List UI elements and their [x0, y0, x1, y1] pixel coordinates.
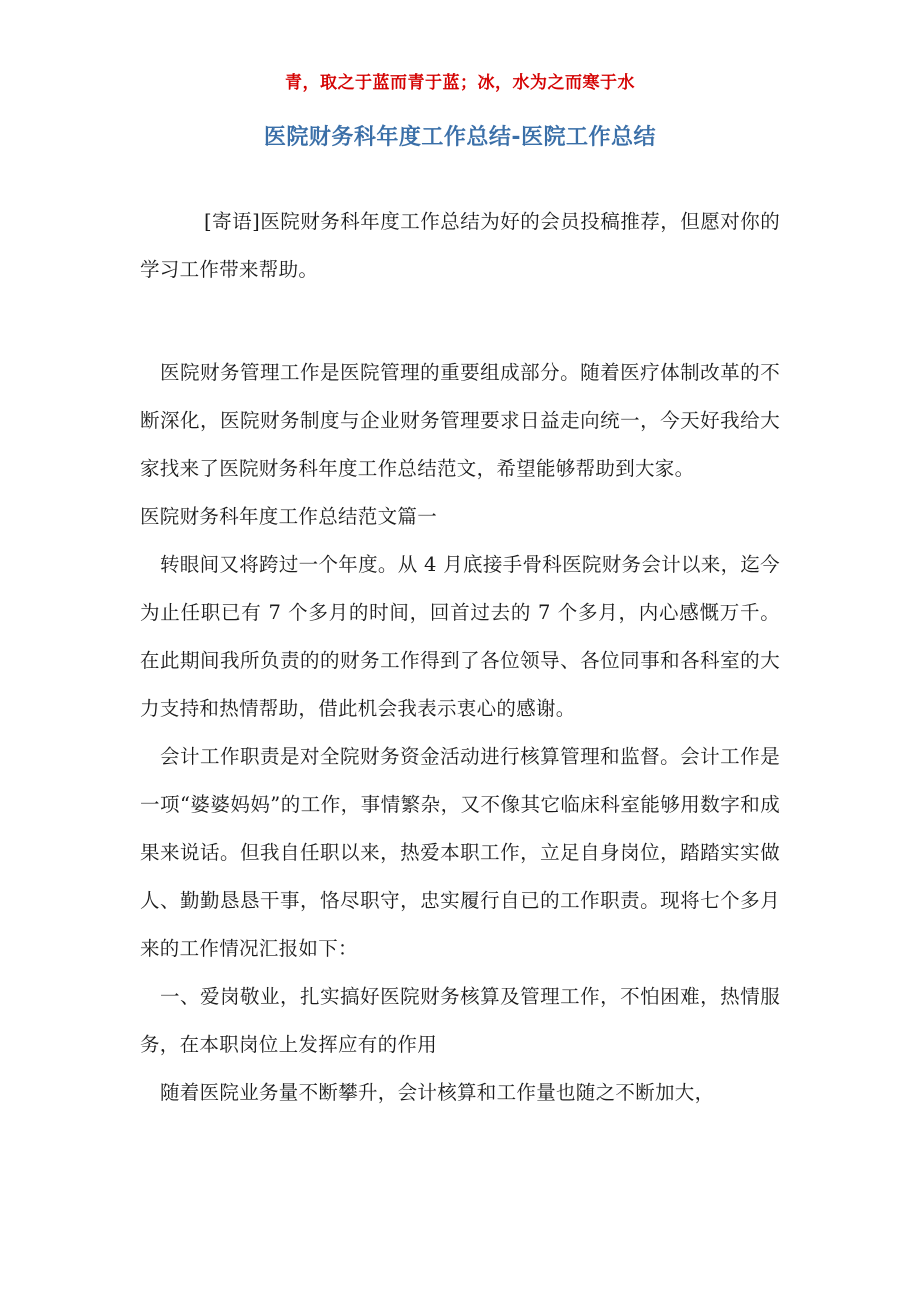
body-paragraph: 一、爱岗敬业，扎实搞好医院财务核算及管理工作，不怕困难，热情服务，在本职岗位上发挥应有的作用 [140, 985, 780, 1056]
intro-paragraph: [寄语]医院财务科年度工作总结为好的会员投稿推荐，但愿对你的学习工作带来帮助。 [140, 210, 780, 281]
body-paragraph: 随着医院业务量不断攀升，会计核算和工作量也随之不断加大， [160, 1081, 715, 1104]
document-title: 医院财务科年度工作总结-医院工作总结 [263, 125, 657, 150]
header-motto: 青，取之于蓝而青于蓝；冰，水为之而寒于水 [285, 73, 635, 93]
spacer [140, 294, 780, 349]
section-heading: 医院财务科年度工作总结范文篇一 [140, 505, 438, 528]
document-body [140, 198, 780, 1117]
body-paragraph: 医院财务管理工作是医院管理的重要组成部分。随着医疗体制改革的不断深化，医院财务制度与企业财务管理要求日益走向统一，今天好我给大家找来了医院财务科年度工作总结范文，希望能够帮助到大家。 [140, 361, 780, 480]
body-paragraph: 会计工作职责是对全院财务资金活动进行核算管理和监督。会计工作是一项“婆婆妈妈”的工作，事情繁杂，又不像其它临床科室能够用数字和成果来说话。但我自任职以来，热爱本职工作，立足自身岗位，踏踏实实做人、勤勤恳恳干事，恪尽职守，忠实履行自已的工作职责。现将七个多月来的工作情况汇报如下： [140, 745, 780, 960]
body-paragraph: 转眼间又将跨过一个年度。从 4 月底接手骨科医院财务会计以来，迄今为止任职已有 7 个多月的时间，回首过去的 7 个多月，内心感慨万千。在此期间我所负责的的财务工作得到了各位领导、各位同事和各科室的大力支持和热情帮助，借此机会我表示衷心的感谢。 [140, 553, 780, 720]
